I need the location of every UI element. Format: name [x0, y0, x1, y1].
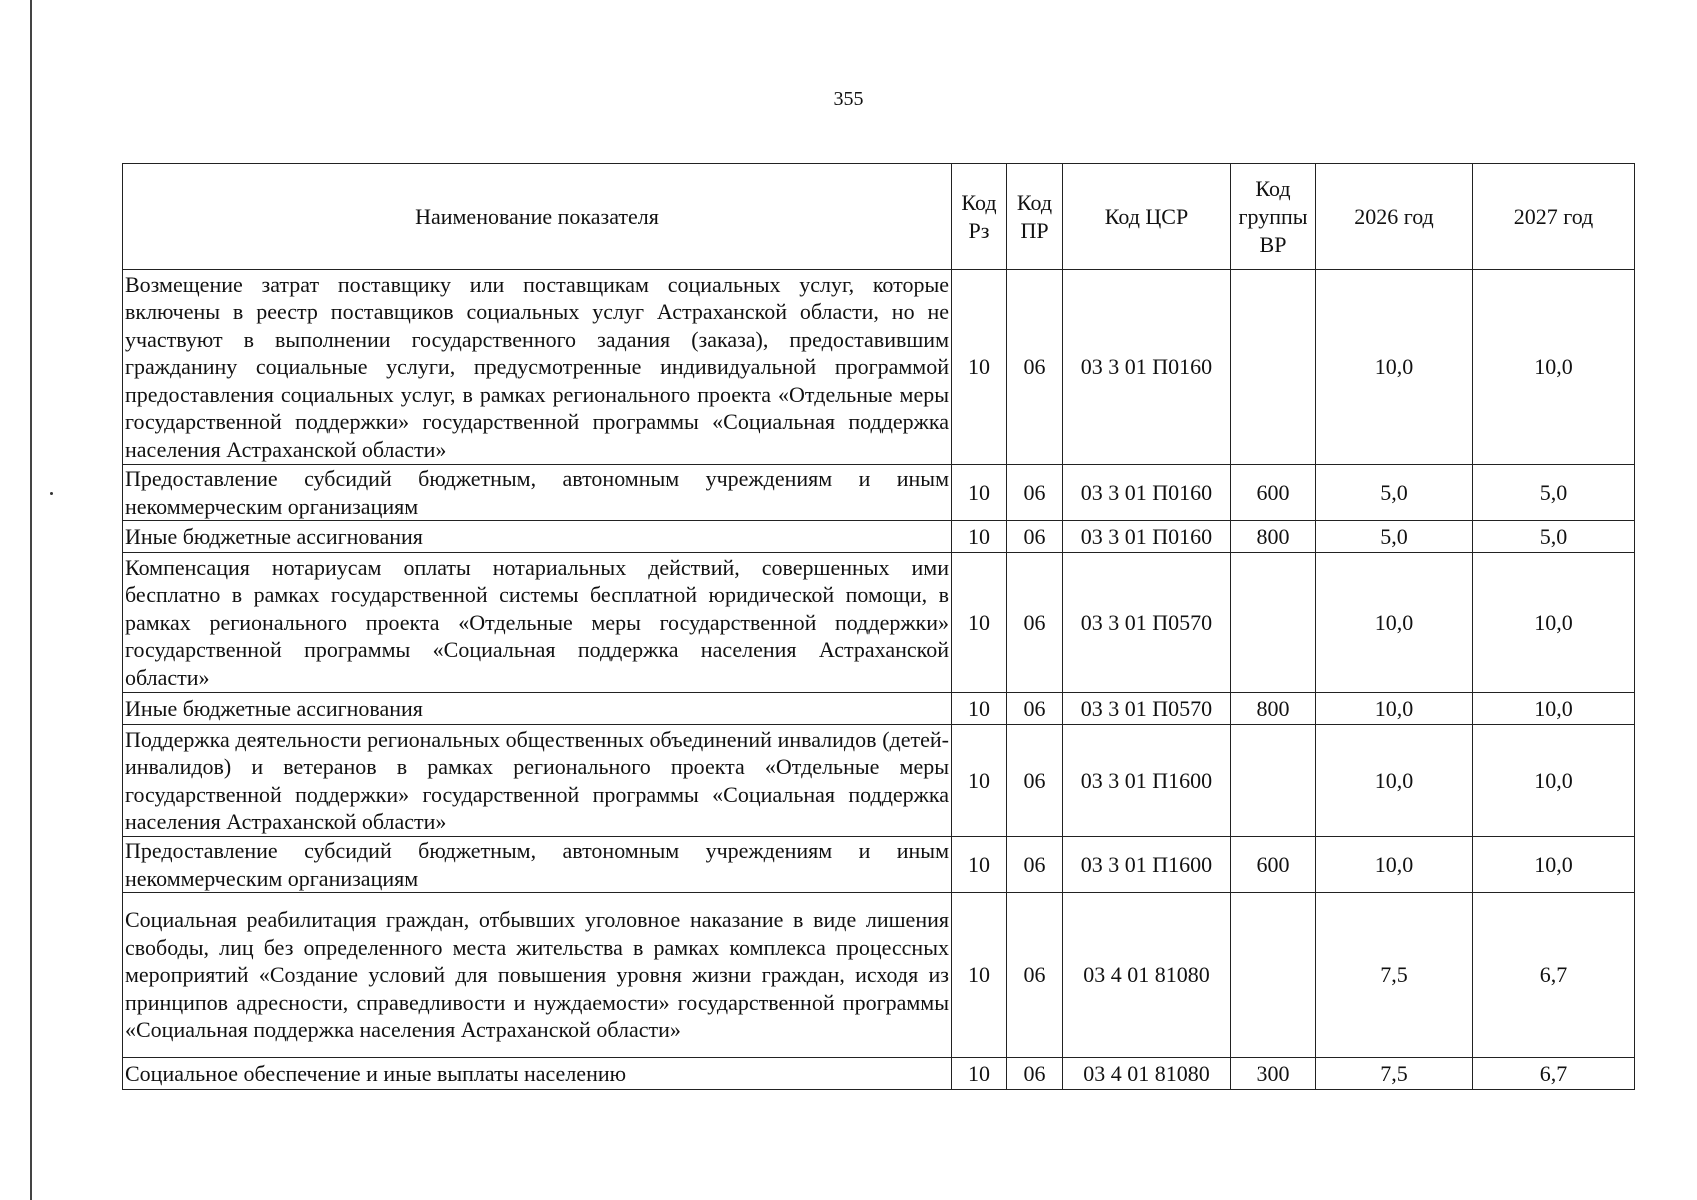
header-vr: Код группы ВР	[1231, 164, 1316, 270]
header-rz: Код Рз	[952, 164, 1007, 270]
row-vr: 600	[1231, 465, 1316, 521]
row-2026: 10,0	[1316, 553, 1473, 693]
row-csr: 03 4 01 81080	[1063, 893, 1231, 1058]
row-csr: 03 3 01 П0570	[1063, 553, 1231, 693]
row-name: Иные бюджетные ассигнования	[123, 693, 952, 725]
row-2027: 5,0	[1473, 465, 1635, 521]
row-csr: 03 3 01 П0160	[1063, 521, 1231, 553]
row-csr: 03 3 01 П0160	[1063, 465, 1231, 521]
row-pr: 06	[1007, 693, 1063, 725]
row-vr	[1231, 270, 1316, 465]
scan-speck	[50, 492, 53, 495]
row-2027: 10,0	[1473, 837, 1635, 893]
row-vr: 800	[1231, 521, 1316, 553]
row-name: Поддержка деятельности региональных общественных объединений инвалидов (детей-инвалидов) и ветеранов в рамках регионального проекта «Отдельные меры государственной поддержки» государственной программы «Социальная поддержка населения Астраханской области»	[123, 725, 952, 837]
row-2027: 6,7	[1473, 893, 1635, 1058]
row-rz: 10	[952, 1058, 1007, 1090]
row-2027: 10,0	[1473, 725, 1635, 837]
row-vr	[1231, 553, 1316, 693]
row-name: Компенсация нотариусам оплаты нотариальных действий, совершенных ими бесплатно в рамках государственной системы бесплатной юридической помощи, в рамках регионального проекта «Отдельные меры государственной поддержки» государственной программы «Социальная поддержка населения Астраханской области»	[123, 553, 952, 693]
row-rz: 10	[952, 465, 1007, 521]
row-2027: 10,0	[1473, 270, 1635, 465]
table-row	[123, 725, 1635, 837]
row-pr: 06	[1007, 270, 1063, 465]
row-rz: 10	[952, 725, 1007, 837]
header-csr: Код ЦСР	[1063, 164, 1231, 270]
row-vr	[1231, 725, 1316, 837]
row-name: Социальная реабилитация граждан, отбывших уголовное наказание в виде лишения свободы, лиц без определенного места жительства в рамках комплекса процессных мероприятий «Создание условий для повышения уровня жизни граждан, исходя из принципов адресности, справедливости и нуждаемости» государственной программы «Социальная поддержка населения Астраханской области»	[123, 893, 952, 1058]
page-number: 355	[833, 88, 864, 110]
table-row	[123, 553, 1635, 693]
row-name: Социальное обеспечение и иные выплаты населению	[123, 1058, 952, 1090]
table-header-row	[123, 164, 1635, 270]
row-csr: 03 3 01 П1600	[1063, 837, 1231, 893]
row-name: Иные бюджетные ассигнования	[123, 521, 952, 553]
row-2026: 10,0	[1316, 725, 1473, 837]
row-2027: 10,0	[1473, 553, 1635, 693]
row-pr: 06	[1007, 837, 1063, 893]
row-pr: 06	[1007, 465, 1063, 521]
row-rz: 10	[952, 553, 1007, 693]
table-row	[123, 270, 1635, 465]
row-2026: 10,0	[1316, 270, 1473, 465]
row-pr: 06	[1007, 725, 1063, 837]
row-pr: 06	[1007, 521, 1063, 553]
header-2026: 2026 год	[1316, 164, 1473, 270]
table-row	[123, 693, 1635, 725]
table-row	[123, 837, 1635, 893]
row-pr: 06	[1007, 893, 1063, 1058]
row-vr	[1231, 893, 1316, 1058]
row-csr: 03 4 01 81080	[1063, 1058, 1231, 1090]
row-2027: 6,7	[1473, 1058, 1635, 1090]
binding-margin-line	[30, 0, 32, 1200]
row-rz: 10	[952, 521, 1007, 553]
row-vr: 800	[1231, 693, 1316, 725]
row-name: Предоставление субсидий бюджетным, автономным учреждениям и иным некоммерческим организациям	[123, 465, 952, 521]
row-csr: 03 3 01 П0160	[1063, 270, 1231, 465]
row-rz: 10	[952, 893, 1007, 1058]
table-row	[123, 465, 1635, 521]
row-rz: 10	[952, 693, 1007, 725]
row-rz: 10	[952, 270, 1007, 465]
row-2026: 10,0	[1316, 693, 1473, 725]
row-pr: 06	[1007, 553, 1063, 693]
row-2026: 5,0	[1316, 465, 1473, 521]
row-name: Возмещение затрат поставщику или поставщикам социальных услуг, которые включены в реестр поставщиков социальных услуг Астраханской области, но не участвуют в выполнении государственного задания (заказа), предоставившим гражданину социальные услуги, предусмотренные индивидуальной программой предоставления социальных услуг, в рамках регионального проекта «Отдельные меры государственной поддержки» государственной программы «Социальная поддержка населения Астраханской области»	[123, 270, 952, 465]
table-row	[123, 521, 1635, 553]
row-vr: 300	[1231, 1058, 1316, 1090]
row-pr: 06	[1007, 1058, 1063, 1090]
row-2027: 5,0	[1473, 521, 1635, 553]
row-2026: 7,5	[1316, 893, 1473, 1058]
header-name: Наименование показателя	[123, 164, 952, 270]
row-csr: 03 3 01 П1600	[1063, 725, 1231, 837]
row-csr: 03 3 01 П0570	[1063, 693, 1231, 725]
row-rz: 10	[952, 837, 1007, 893]
row-2026: 5,0	[1316, 521, 1473, 553]
table-row	[123, 893, 1635, 1058]
row-2027: 10,0	[1473, 693, 1635, 725]
row-2026: 10,0	[1316, 837, 1473, 893]
row-name: Предоставление субсидий бюджетным, автономным учреждениям и иным некоммерческим организациям	[123, 837, 952, 893]
table-row	[123, 1058, 1635, 1090]
header-pr: Код ПР	[1007, 164, 1063, 270]
row-2026: 7,5	[1316, 1058, 1473, 1090]
row-vr: 600	[1231, 837, 1316, 893]
budget-table	[122, 163, 1635, 1090]
header-2027: 2027 год	[1473, 164, 1635, 270]
